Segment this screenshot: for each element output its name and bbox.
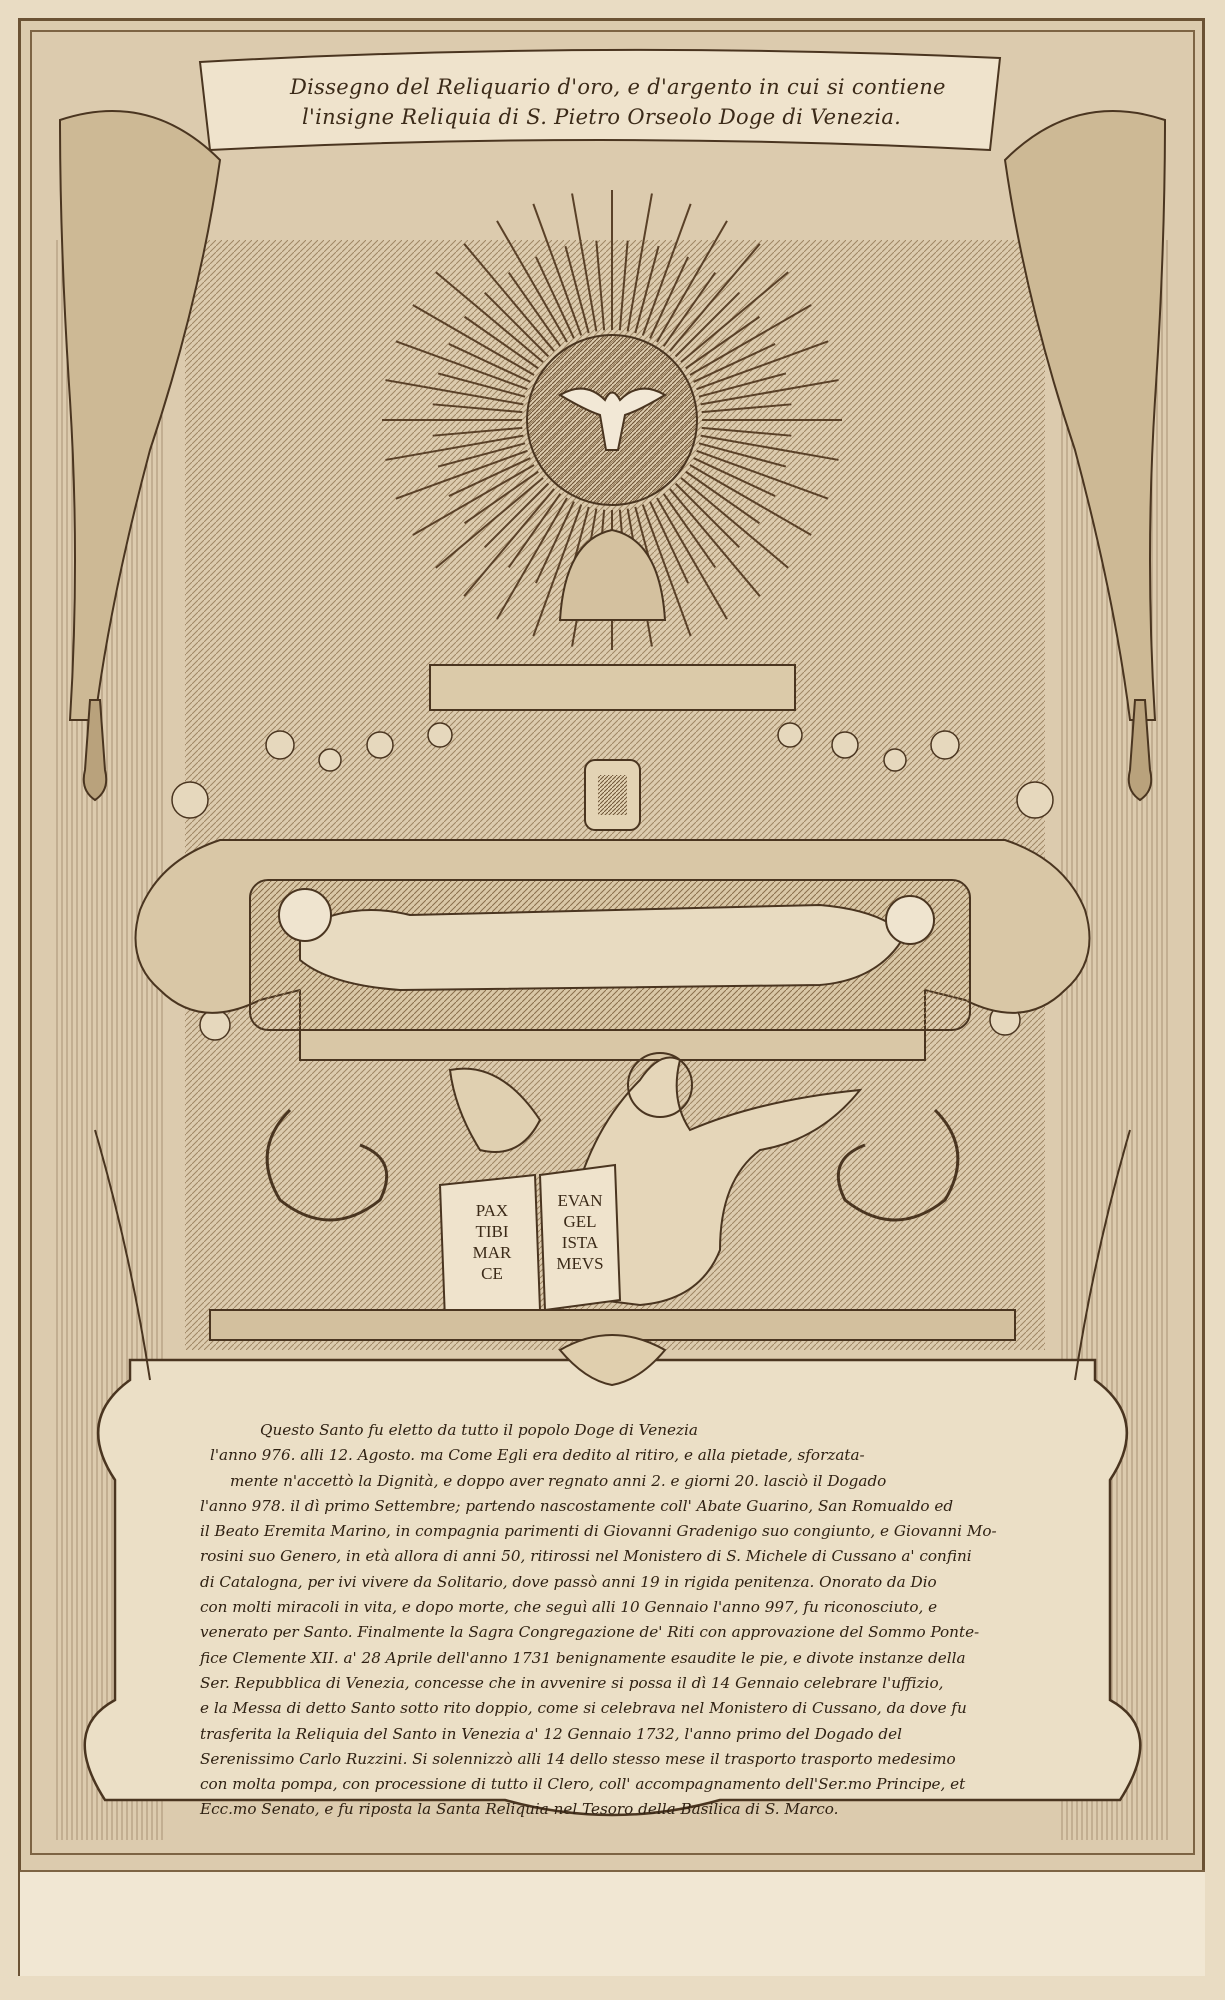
book-left-page bbox=[452, 1200, 532, 1284]
inscription-line: di Catalogna, per ivi vivere da Solitario, dove passò anni 19 in rigida penitenza. Onorato da Dio bbox=[200, 1572, 937, 1591]
book-word: GEL bbox=[563, 1212, 597, 1231]
inscription-text bbox=[200, 1418, 1020, 1823]
inscription-line: con molti miracoli in vita, e dopo morte, che seguì alli 10 Gennaio l'anno 997, fu riconosciuto, e bbox=[200, 1598, 938, 1617]
inscription-line: venerato per Santo. Finalmente la Sagra Congregazione de' Riti con approvazione del Sommo Ponte- bbox=[200, 1623, 980, 1642]
title-line-1: Dissegno del Reliquario d'oro, e d'argento in cui si contiene bbox=[290, 75, 946, 99]
left-cherub bbox=[279, 889, 331, 941]
title-line-2: l'insigne Reliquia di S. Pietro Orseolo Doge di Venezia. bbox=[302, 105, 902, 129]
inscription-line: Serenissimo Carlo Ruzzini. Si solennizzò alli 14 dello stesso mese il trasporto trasporto medesimo bbox=[200, 1749, 956, 1768]
book-word: PAX bbox=[475, 1201, 509, 1220]
book-word: MAR bbox=[472, 1243, 512, 1262]
inscription-line: rosini suo Genero, in età allora di anni 50, ritirossi nel Monistero di S. Michele di Cussano a' confini bbox=[200, 1547, 972, 1566]
inscription-line: mente n'accettò la Dignità, e doppo aver regnato anni 2. e giorni 20. lasciò il Dogado bbox=[230, 1471, 887, 1490]
title-banner-text bbox=[290, 72, 946, 132]
book-word: TIBI bbox=[475, 1222, 509, 1241]
reliquary-lid bbox=[430, 665, 795, 710]
inscription-line: Ser. Repubblica di Venezia, concesse che in avvenire si possa il dì 14 Gennaio celebrare l'uffizio, bbox=[200, 1673, 944, 1692]
inscription-line: il Beato Eremita Marino, in compagnia parimenti di Giovanni Gradenigo suo congiunto, e Giovanni Mo- bbox=[200, 1522, 997, 1541]
inscription-line: e la Messa di detto Santo sotto rito doppio, come si celebrava nel Monistero di Cussano, da dove fu bbox=[200, 1699, 967, 1718]
inscription-line: fice Clemente XII. a' 28 Aprile dell'anno 1731 benignamente esaudite le pie, e divote instanze della bbox=[200, 1648, 966, 1667]
inscription-line: l'anno 976. alli 12. Agosto. ma Come Egli era dedito al ritiro, e alla pietade, sforzata- bbox=[210, 1446, 865, 1465]
inscription-line: con molta pompa, con processione di tutto il Clero, coll' accompagnamento dell'Ser.mo Principe, et bbox=[200, 1775, 966, 1794]
right-cherub bbox=[886, 896, 934, 944]
book-word: MEVS bbox=[556, 1254, 604, 1273]
book-word: CE bbox=[481, 1264, 503, 1283]
inscription-line: trasferita la Reliquia del Santo in Venezia a' 12 Gennaio 1732, l'anno primo del Dogado del bbox=[200, 1724, 902, 1743]
relic-bones bbox=[300, 905, 905, 990]
inscription-line: l'anno 978. il dì primo Settembre; partendo nascostamente coll' Abate Guarino, San Romualdo ed bbox=[200, 1496, 954, 1515]
inscription-line: Questo Santo fu eletto da tutto il popolo Doge di Venezia bbox=[260, 1421, 698, 1439]
coat-of-arms bbox=[585, 760, 640, 830]
book-right-page bbox=[544, 1190, 616, 1274]
book-word: EVAN bbox=[557, 1191, 603, 1210]
inscription-line: Ecc.mo Senato, e fu riposta la Santa Reliquia nel Tesoro della Basilica di S. Marco. bbox=[200, 1800, 839, 1819]
blank-margin-strip bbox=[20, 1870, 1205, 1976]
book-word: ISTA bbox=[561, 1233, 599, 1252]
